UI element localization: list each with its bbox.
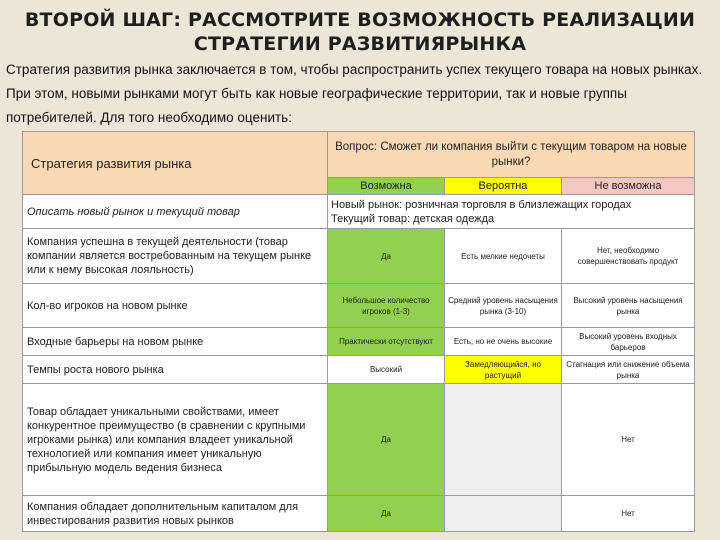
title-line-1: ВТОРОЙ ШАГ: РАССМОТРИТЕ ВОЗМОЖНОСТЬ РЕАЛИЗАЦИИ <box>24 9 696 31</box>
col-yes-header: Возможна <box>328 178 445 195</box>
col-no-header: Не возможна <box>562 178 695 195</box>
cell-no: Высокий уровень входных барьеров <box>562 328 695 356</box>
describe-market: Новый рынок: розничная торговля в близлежащих городах <box>331 198 632 211</box>
row-label: Компания обладает дополнительным капиталом для инвестирования развития новых рынков <box>23 496 328 532</box>
cell-no: Нет <box>562 496 695 532</box>
intro-text: Стратегия развития рынка заключается в том, чтобы распространить успех текущего товара на новых рынках. При этом, новыми рынками могут быть как новые географические территории, так и новые группы потребителей. Для того необходимо оценить: <box>6 62 703 125</box>
cell-maybe: Средний уровень насыщения рынка (3-10) <box>445 284 562 328</box>
cell-no: Нет, необходимо совершенствовать продукт <box>562 229 695 284</box>
row-label: Кол-во игроков на новом рынке <box>23 284 328 328</box>
question-header: Вопрос: Сможет ли компания выйти с текущим товаром на новые рынки? <box>328 132 695 178</box>
cell-yes: Практически отсутствуют <box>328 328 445 356</box>
row-label: Темпы роста нового рынка <box>23 356 328 384</box>
title-line-2: СТРАТЕГИИ РАЗВИТИЯРЫНКА <box>193 33 527 55</box>
cell-maybe <box>445 384 562 496</box>
row-label: Входные барьеры на новом рынке <box>23 328 328 356</box>
cell-yes: Высокий <box>328 356 445 384</box>
cell-yes: Да <box>328 229 445 284</box>
cell-yes: Да <box>328 496 445 532</box>
cell-maybe: Есть мелкие недочеты <box>445 229 562 284</box>
cell-maybe: Замедляющийся, но растущий <box>445 356 562 384</box>
row-label: Компания успешна в текущей деятельности (товар компании является востребованным на текущем рынке или к нему высокая лояльность) <box>23 229 328 284</box>
cell-yes: Небольшое количество игроков (1-3) <box>328 284 445 328</box>
cell-maybe <box>445 496 562 532</box>
cell-yes: Да <box>328 384 445 496</box>
cell-maybe: Есть, но не очень высокие <box>445 328 562 356</box>
cell-no: Стагнация или снижение объема рынка <box>562 356 695 384</box>
page-title <box>0 8 720 56</box>
describe-product: Текущий товар: детская одежда <box>331 212 495 225</box>
col-maybe-header: Вероятна <box>445 178 562 195</box>
describe-value <box>328 195 695 229</box>
market-development-table <box>22 131 695 532</box>
strategy-header: Стратегия развития рынка <box>23 132 328 195</box>
describe-label: Описать новый рынок и текущий товар <box>23 195 328 229</box>
row-label: Товар обладает уникальными свойствами, имеет конкурентное преимущество (в сравнении с крупными игроками рынка) или компания владеет уникальной технологией или компания имеет уникальную прибыльную модель ведения бизнеса <box>23 384 328 496</box>
cell-no: Нет <box>562 384 695 496</box>
cell-no: Высокий уровень насыщения рынка <box>562 284 695 328</box>
